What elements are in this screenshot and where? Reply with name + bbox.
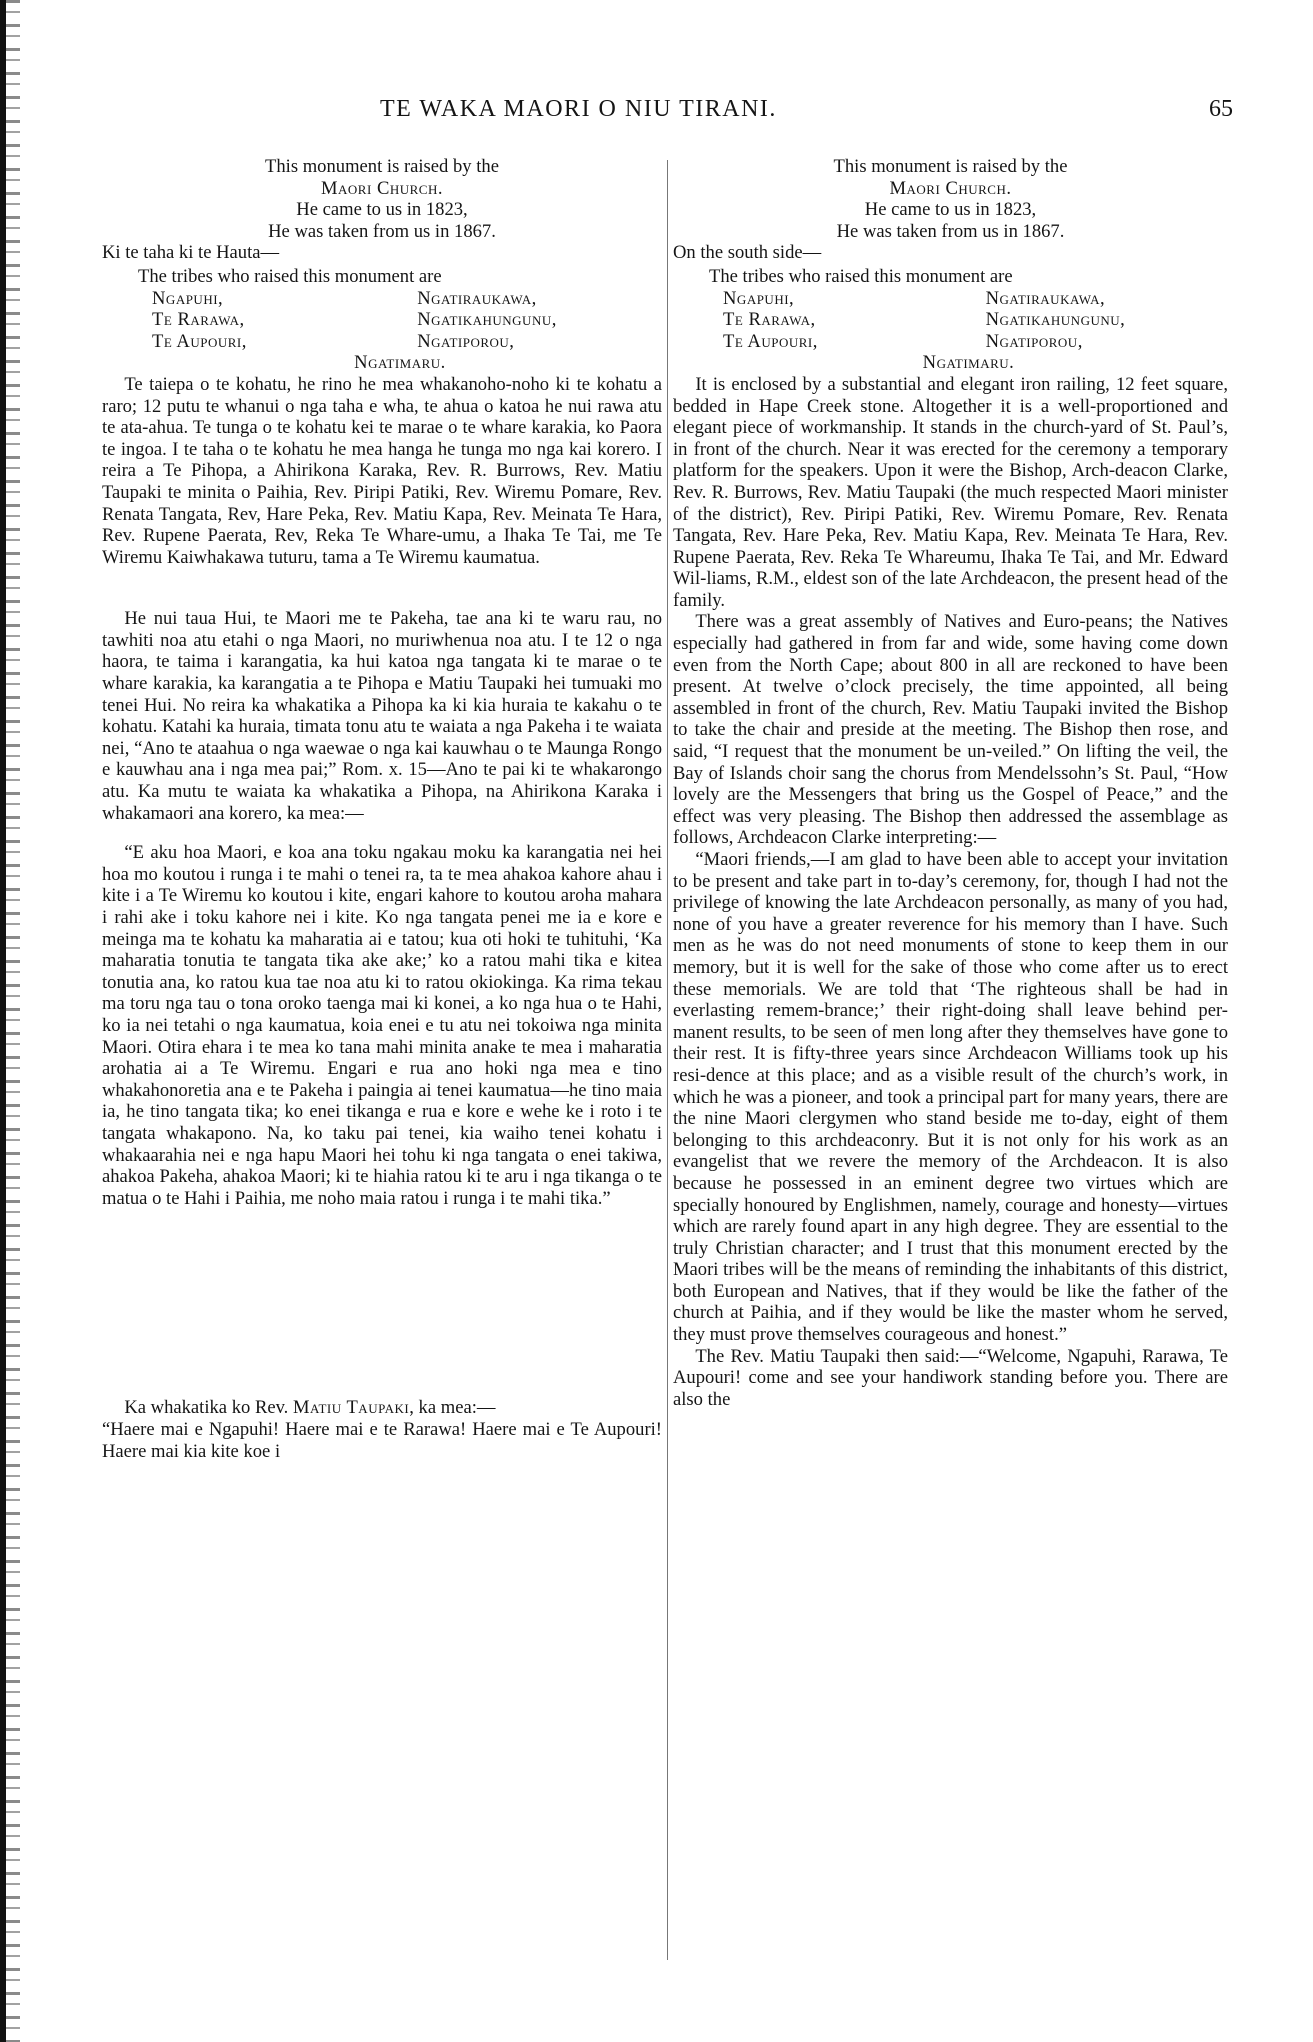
tribe-name: Ngapuhi, — [152, 287, 224, 309]
speaker-name: Matiu Taupaki — [293, 1397, 410, 1419]
left-column — [102, 156, 662, 1462]
paragraph: It is enclosed by a substantial and elegant iron railing, 12 feet square, bedded in Hape Creek stone. Altogether it is a well-proportioned and elegant piece of workmanship. It stands in the church-yard of St. Paul’s, in front of the church. Near it was erected for the ceremony a temporary platform for the speakers. Upon it were the Bishop, Arch-deacon Clarke, Rev. R. Burrows, Rev. Matiu Taupaki (the much respected Maori minister of the district), Rev. Piripi Patiki, Rev. Wiremu Pomare, Rev. Renata Tangata, Rev. Hare Peka, Rev. Matiu Kapa, Rev. Meinata Te Hara, Rev. Rupene Paerata, Rev. Reka Te Whareumu, Ihaka Te Tai, and Mr. Edward Wil-liams, R.M., eldest son of the late Archdeacon, the present head of the family. — [673, 373, 1228, 611]
page-number: 65 — [1209, 96, 1233, 122]
paragraph: There was a great assembly of Natives and Euro-peans; the Natives especially had gathered in from far and wide, some having come down even from the North Cape; about 800 in all are reckoned to have been present. At twelve o’clock precisely, the time appointed, all being assembled in front of the church, Rev. Matiu Taupaki invited the Bishop to take the chair and preside at the meeting. The Bishop then rose, and said, “I request that the monument be un-veiled.” On lifting the veil, the Bay of Islands choir sang the chorus from Mendelssohn’s St. Paul, “How lovely are the Messengers that bring us the Gospel of Peace,” and the effect was very pleasing. The Bishop then addressed the assemblage as follows, Archdeacon Clarke interpreting:— — [673, 611, 1228, 849]
tribe-name: Te Rarawa, — [723, 309, 816, 331]
tribe-list — [709, 266, 1228, 374]
paragraph-text: , ka mea:— — [409, 1397, 496, 1419]
tribe-name: Ngatiraukawa, — [417, 287, 537, 309]
tribe-name: Ngatiraukawa, — [985, 287, 1106, 309]
tribe-name: Ngatimaru. — [354, 352, 446, 374]
tribes-intro: The tribes who raised this monument are — [709, 265, 1013, 287]
tribe-name: Ngapuhi, — [723, 287, 795, 309]
inscription-line: Maori Church. — [889, 177, 1012, 199]
page-binding-edge — [0, 0, 20, 2042]
page-header — [0, 96, 1313, 132]
paragraph: “E aku hoa Maori, e koa ana toku ngakau moku ka karangatia nei hei hoa mo koutou i runga i te mahi o tenei ra, ta te mea ahakoa kahore ahau i kite i a Te Wiremu ko koutou i kite, engari kahore to koutou aroha mahara i rahi ake i toku kahore nei i kite. Ko nga tangata penei me ia e kore e meinga ma te kohatu ka maharatia ai e tatou; kua oti hoki te tuhituhi, ‘Ka maharatia tonutia te tangata tika ake ake;’ ko a ratou mahi tika e kitea tonutia ana, ko ratou kua tae noa atu ki to ratou okiokinga. Ka rima tekau ma toru nga tau o tona oroko taenga mai ki konei, a ko nga hua o te Hahi, ko ia nei tetahi o nga kaumatua, koia enei e tu atu nei tokoiwa nga minita Maori. Otira ehara i te mea ko tana mahi minita anake te mea i maharatia arohatia ai a Te Wiremu. Engari e rua ano hoki nga mea e tino whakahonoretia ana e te Pakeha i paingia ai tenei kaumatua—he tino maia ia, he tino tangata tika; ko enei tikanga e rua e kore e wehe ke i roto i te tangata whakapono. Na, ko taku pai tenei, kia waiho tenei kohatu i whakaarahia nei e nga hapu Maori hei tohu ki nga tangata o enei takiwa, ahakoa Pakeha, ahakoa Maori; ki te hiahia ratou ki te aru i nga tikanga o te matua o te Hahi i Paihia, me noho maia ratou i runga i te mahi tika.” — [102, 842, 662, 1209]
tribe-list — [138, 266, 662, 374]
tribes-intro: The tribes who raised this monument are — [138, 265, 442, 287]
tribe-name: Ngatimaru. — [922, 352, 1015, 374]
tribe-name: Te Rarawa, — [152, 309, 245, 331]
inscription-line: He came to us in 1823, — [296, 199, 468, 221]
column-divider — [667, 160, 668, 1960]
paragraph: He nui taua Hui, te Maori me te Pakeha, tae ana ki te waru rau, no tawhiti noa atu etahi o nga Maori, no muriwhenua noa atu. I te 12 o nga haora, te taima i karangatia, ka hui katoa nga tangata ki te marae o te whare karakia, ka karangatia a te Pihopa e Matiu Taupaki hei tumuaki mo tenei Hui. No reira ka whakatika a Pihopa ka ki kia huraia te kakahu o te kohatu. Katahi ka huraia, timata tonu atu te waiata a nga Pakeha i te waiata nei, “Ano te ataahua o nga waewae o nga kai kauwhau o te Maunga Rongo e kauwhau ana i nga mea pai;” Rom. x. 15—Ano te pai ki te whakarongo atu. Ka mutu te waiata ka whakatika a Pihopa, na Ahirikona Karaka i whakamaori ana korero, ka mea:— — [102, 608, 662, 824]
tribe-name: Ngatikahungunu, — [417, 309, 557, 331]
running-title: TE WAKA MAORI O NIU TIRANI. — [380, 96, 777, 122]
inscription-line: He was taken from us in 1867. — [268, 220, 496, 242]
tribe-name: Ngatikahungunu, — [985, 309, 1126, 331]
side-label: On the south side— — [673, 242, 822, 264]
tribe-name: Ngatiporou, — [985, 330, 1083, 352]
paragraph — [102, 1397, 662, 1419]
paragraph: “Maori friends,—I am glad to have been able to accept your invitation to be present and take part in to-day’s ceremony, for, though I had not the privilege of knowing the late Archdeacon personally, as many of you had, none of you have a greater reverence for his memory than I have. Such men as he was do not need monuments of stone to keep them in our memory, but it is well for the sake of those who come after us to erect these memorials. We are told that ‘The righteous shall be had in everlasting remem-brance;’ their right-doing shall leave behind per-manent results, to be seen of men long after they themselves have gone to their rest. It is fifty-three years since Archdeacon Williams took up his resi-dence at this place; and as a visible result of the church’s work, in which he was a pioneer, and took a principal part for many years, there are the nine Maori clergymen who stand beside me to-day, eight of them belonging to this archdeaconry. But it is not only for his work as an evangelist that we revere the memory of the Archdeacon. It is also because he possessed in an eminent degree two virtues which are specially honoured by Englishmen, namely, courage and honesty—virtues which are rarely found apart in any high degree. They are essential to the truly Christian character; and I trust that this monument erected by the Maori tribes will be the means of reminding the inhabitants of this district, both European and Natives, that if they would be like the father of the church at Paihia, and if they would be like the master whom he served, they must prove themselves courageous and honest.” — [673, 849, 1228, 1346]
inscription-line: This monument is raised by the — [833, 156, 1068, 177]
paragraph: Te taiepa o te kohatu, he rino he mea whakanoho-noho ki te kohatu a raro; 12 putu te whanui o nga taha e wha, te ahua o katoa he nui rawa atu te ata-ahua. Te tunga o te kohatu kei te marae o te whare karakia, ko Paora te ingoa. I te taha o te kohatu he mea hanga he tunga mo nga kai korero. I reira a Te Pihopa, a Ahirikona Karaka, Rev. R. Burrows, Rev. Matiu Taupaki te minita o Paihia, Rev. Piripi Patiki, Rev. Wiremu Pomare, Rev. Renata Tangata, Rev, Hare Peka, Rev. Matiu Kapa, Rev. Meinata Te Hara, Rev. Rupene Paerata, Rev, Reka Te Whare-umu, a Ihaka Te Tai, me Te Wiremu Kaiwhakawa tuturu, tama a Te Wiremu kaumatua. — [102, 373, 662, 568]
inscription — [673, 156, 1228, 242]
inscription-line: This monument is raised by the — [265, 156, 499, 177]
side-label: Ki te taha ki te Hauta— — [102, 242, 280, 264]
inscription-line: He was taken from us in 1867. — [836, 220, 1065, 242]
paragraph: “Haere mai e Ngapuhi! Haere mai e te Rarawa! Haere mai e Te Aupouri! Haere mai kia kite koe i — [102, 1418, 662, 1462]
inscription-line: He came to us in 1823, — [864, 199, 1037, 221]
inscription — [102, 156, 662, 242]
paragraph: The Rev. Matiu Taupaki then said:—“Welcome, Ngapuhi, Rarawa, Te Aupouri! come and see your handiwork standing before you. There are also the — [673, 1345, 1228, 1410]
inscription-line: Maori Church. — [320, 177, 443, 199]
tribe-name: Te Aupouri, — [723, 330, 818, 352]
right-column — [673, 156, 1228, 1410]
tribe-name: Te Aupouri, — [152, 330, 247, 352]
paragraph-text: Ka whakatika ko Rev. — [124, 1397, 289, 1419]
tribe-name: Ngatiporou, — [417, 330, 515, 352]
